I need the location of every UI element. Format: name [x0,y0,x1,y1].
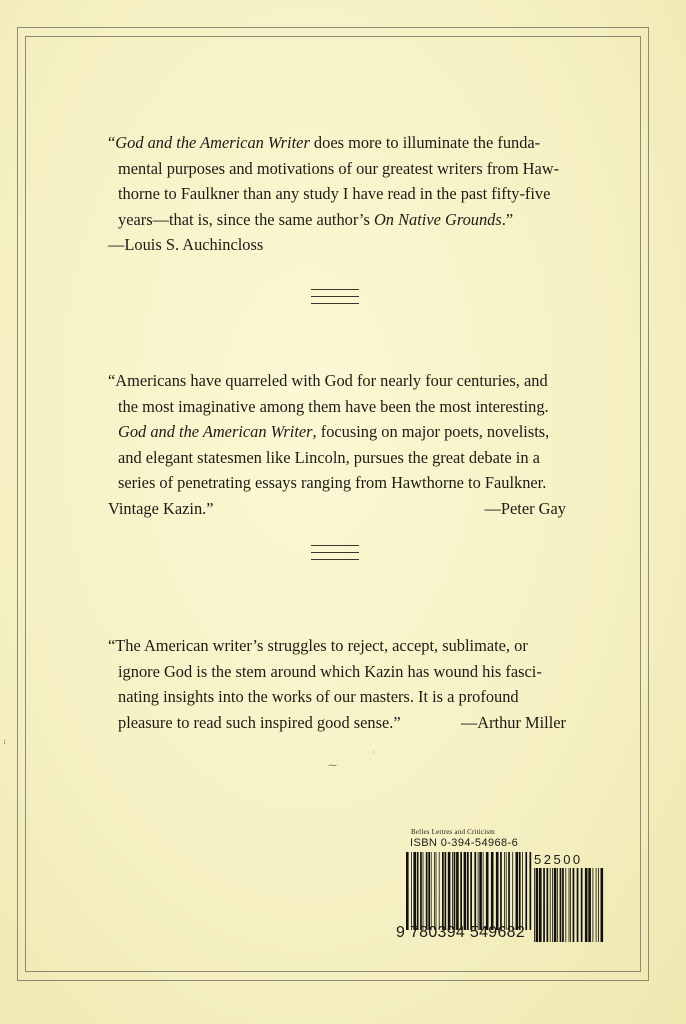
barcode-bar [570,868,571,942]
barcode-bar [550,868,551,942]
barcode-bar [417,852,419,930]
barcode-bar [516,852,519,930]
barcode-bar [547,868,549,942]
barcode-bar [588,868,591,942]
barcode-bar [601,868,604,942]
barcode-bar [436,852,437,930]
barcode-bar [434,852,435,930]
barcode-bar [479,852,482,930]
barcode-bar [508,852,510,930]
barcode-bar [522,852,523,930]
isbn-text: ISBN 0-394-54968-6 [410,837,519,849]
barcode-bar [596,868,597,942]
paper-speck: ˙ [372,750,375,760]
barcode-bar [411,852,412,930]
barcode-bar [448,852,451,930]
barcode-bar [420,852,422,930]
quote-line: thorne to Faulkner than any study I have read in the past fifty-five [118,184,551,203]
barcode-bar [454,852,456,930]
quote-line: the most imaginative among them have been the most interesting. [118,396,549,416]
barcode-bar [552,868,553,942]
barcode-bar [428,852,430,930]
quote-line: God and the American Writer, focusing on major poets, novelists, [118,422,550,441]
quote-line: “Americans have quarreled with God for nearly four centuries, and [108,371,548,390]
quote-line: and elegant statesmen like Lincoln, pursues the great debate in a [118,447,540,467]
barcode-bar [442,852,444,930]
paper-speck: ⁓ [328,760,337,770]
quote-line: years—that is, since the same author’s On Native Grounds.” [118,209,514,229]
barcode-block [396,828,606,948]
attribution: —Louis S. Auchincloss [108,235,264,254]
barcode-bar [413,852,416,930]
barcode-bar [504,852,505,930]
attribution: —Arthur Miller [460,712,566,732]
barcode-bar [562,868,564,942]
quote-line: nating insights into the works of our masters. It is a profound [118,687,519,706]
barcode-bar [452,852,453,930]
barcode-bar [534,868,535,942]
barcode-bar [478,852,479,930]
quote-line: series of penetrating essays ranging from Hawthorne to Faulkner. [118,473,547,492]
quote-line: pleasure to read such inspired good sense.” [118,712,401,732]
paper-speck: ᛍ [2,738,8,748]
ean-digits: 9 780394 549682 [396,924,526,941]
barcode-bar [557,868,558,942]
barcode-bar [565,868,566,942]
barcode-bar [486,852,489,930]
category-label: Belles Lettres and Criticism [411,828,495,836]
quote-line: Vintage Kazin.” [108,498,214,518]
barcode-bar [569,868,570,942]
barcode-bar [483,852,484,930]
quote-miller [108,633,566,735]
quote-line: ignore God is the stem around which Kazin has wound his fasci- [118,661,542,681]
price-code: 52500 [534,852,583,867]
quote-auchincloss [108,130,566,258]
barcode-bar [464,852,467,930]
section-divider [311,289,359,309]
quote-line: mental purposes and motivations of our greatest writers from Haw- [118,158,560,178]
barcode-bar [460,852,462,930]
barcode-bar [536,868,539,942]
barcode-bar [581,868,583,942]
barcode-bar [506,852,507,930]
barcode-bar [525,852,527,930]
quote-line: “God and the American Writer does more to illuminate the funda- [108,133,541,152]
barcode-bar [543,868,545,942]
barcode-bar [445,852,447,930]
barcode-bar [426,852,428,930]
barcode-bar [467,852,469,930]
barcode-bar [470,852,472,930]
barcode-bar [431,852,432,930]
barcode-bar [585,868,588,942]
barcode-bar [491,852,494,930]
price-barcode [534,868,604,942]
attribution: —Peter Gay [484,498,566,518]
barcode-bar [496,852,499,930]
barcode-bar [474,852,476,930]
quote-line: “The American writer’s struggles to reject, accept, sublimate, or [108,636,528,655]
barcode-bar [500,852,502,930]
barcode-bar [577,868,579,942]
quote-gay [108,368,566,521]
section-divider [311,545,359,565]
barcode-bar [423,852,424,930]
barcode-bar [406,852,409,930]
barcode-bar [512,852,513,930]
barcode-bar [530,852,532,930]
barcode-bar [598,868,599,942]
barcode-bar [560,868,562,942]
barcode-bar [593,868,594,942]
barcode-bar [554,868,557,942]
barcode-bar [456,852,459,930]
barcode-bar [573,868,575,942]
barcode-bar [539,868,542,942]
barcode-bar [519,852,521,930]
barcode-bar [439,852,440,930]
